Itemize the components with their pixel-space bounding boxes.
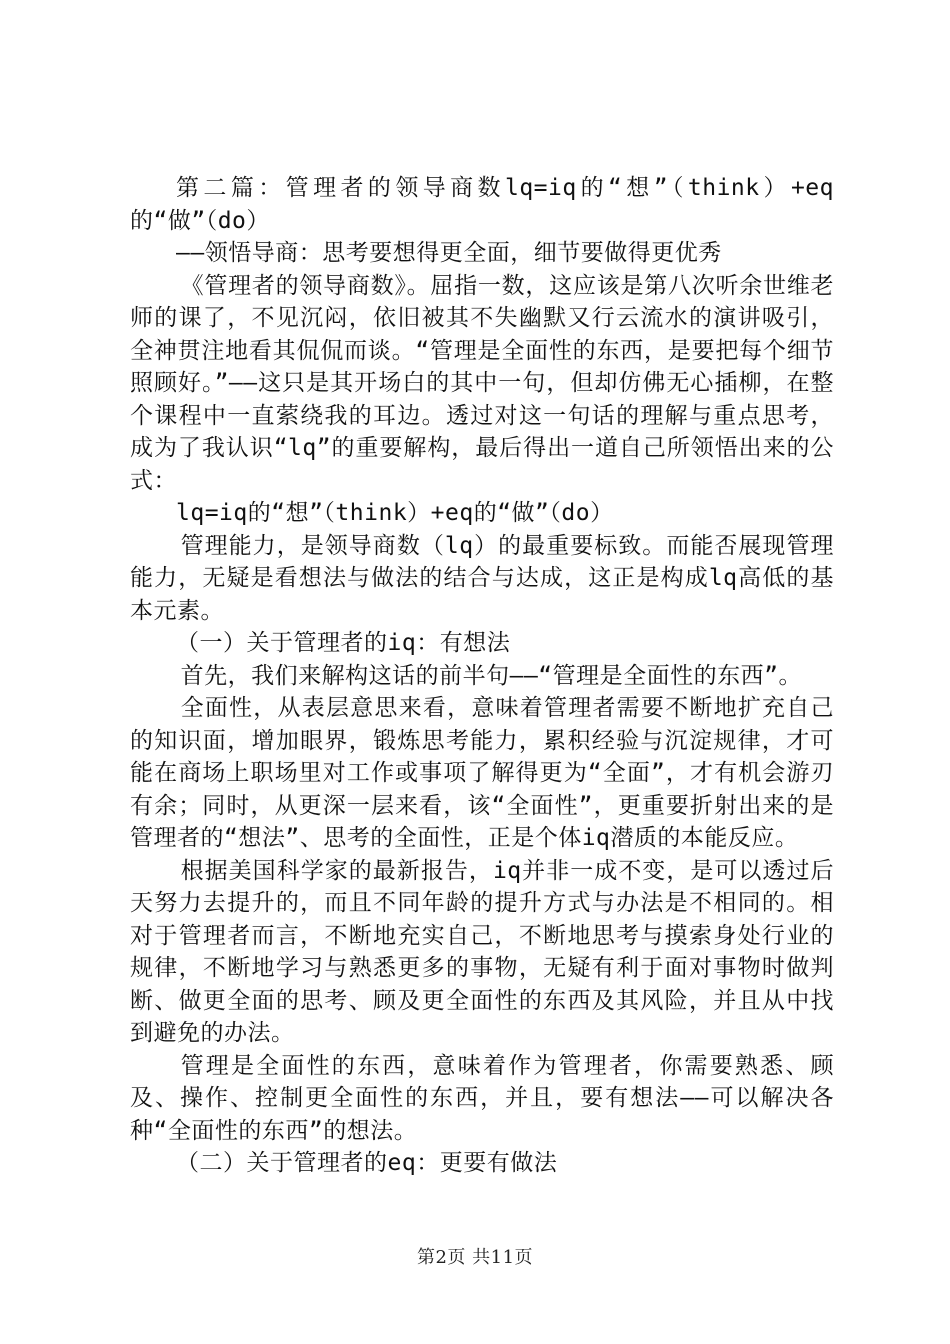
- section-heading-eq: （二）关于管理者的eq：更要有做法: [176, 1150, 558, 1176]
- paragraph-management-ability: 管理能力，是领导商数（lq）的最重要标致。而能否展现管理能力，无疑是看想法与做法的结合与达成，这正是构成lq高低的基本元素。: [130, 532, 834, 624]
- paragraph-management-comprehensive: 管理是全面性的东西，意味着作为管理者，你需要熟悉、顾及、操作、控制更全面性的东西，并且，要有想法——可以解决各种“全面性的东西”的想法。: [130, 1052, 834, 1144]
- section-heading-iq: （一）关于管理者的iq：有想法: [176, 630, 511, 656]
- page-footer: 第2页 共11页: [416, 1247, 534, 1268]
- document-subtitle: ——领悟导商：思考要想得更全面，细节要做得更优秀: [176, 240, 722, 266]
- document-body: [130, 172, 834, 1180]
- document-title: 第二篇：管理者的领导商数lq=iq的“想”（think）+eq的“做”（do）: [130, 175, 834, 234]
- paragraph-comprehensiveness: 全面性，从表层意思来看，意味着管理者需要不断地扩充自己的知识面，增加眼界，锻炼思考能力，累积经验与沉淀规律，才可能在商场上职场里对工作或事项了解得更为“全面”，才有机会游刃有余；同时，从更深一层来看，该“全面性”，更重要折射出来的是管理者的“想法”、思考的全面性，正是个体iq潜质的本能反应。: [130, 695, 834, 851]
- paragraph-formula: lq=iq的“想”（think）+eq的“做”（do）: [176, 500, 614, 526]
- paragraph-research-report: 根据美国科学家的最新报告，iq并非一成不变，是可以透过后天努力去提升的，而且不同年龄的提升方式与办法是不相同的。相对于管理者而言，不断地充实自己，不断地思考与摸索身处行业的规律，不断地学习与熟悉更多的事物，无疑有利于面对事物时做判断、做更全面的思考、顾及更全面性的东西及其风险，并且从中找到避免的办法。: [130, 857, 834, 1046]
- paragraph-intro: 《管理者的领导商数》。屈指一数，这应该是第八次听余世维老师的课了，不见沉闷，依旧被其不失幽默又行云流水的演讲吸引，全神贯注地看其侃侃而谈。“管理是全面性的东西，是要把每个细节照顾好。”——这只是其开场白的其中一句，但却仿佛无心插柳，在整个课程中一直萦绕我的耳边。透过对这一句话的理解与重点思考，成为了我认识“lq”的重要解构，最后得出一道自己所领悟出来的公式：: [130, 272, 834, 494]
- paragraph-first-half: 首先，我们来解构这话的前半句——“管理是全面性的东西”。: [180, 662, 802, 689]
